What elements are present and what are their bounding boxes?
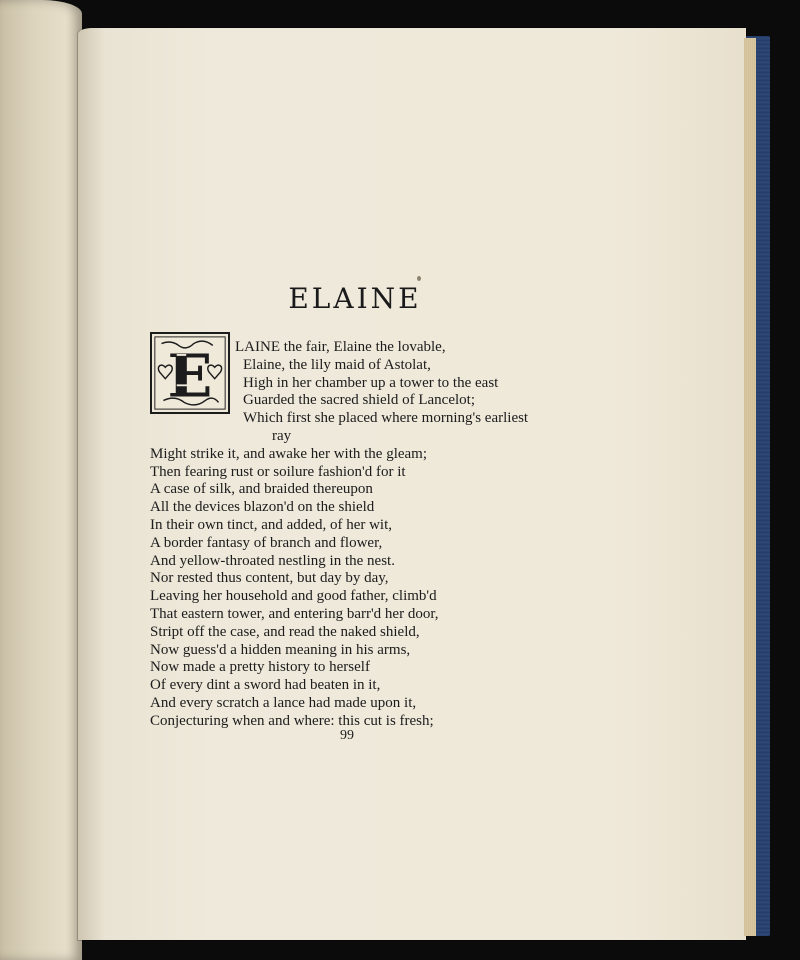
page-edges — [744, 38, 756, 936]
poem-line: LAINE the fair, Elaine the lovable, — [235, 339, 446, 355]
poem-line: Now guess'd a hidden meaning in his arms, — [150, 641, 411, 658]
poem-line: Elaine, the lily maid of Astolat, — [243, 356, 431, 373]
poem-line: Stript off the case, and read the naked shield, — [150, 623, 420, 640]
poem-line: And every scratch a lance had made upon it, — [150, 694, 417, 711]
poem-line: Now made a pretty history to herself — [150, 659, 370, 676]
poem-line: All the devices blazon'd on the shield — [150, 499, 375, 516]
poem-line: That eastern tower, and entering barr'd her door, — [150, 605, 439, 622]
poem-line: Nor rested thus content, but day by day, — [150, 570, 389, 587]
poem-line: And yellow-throated nestling in the nest. — [150, 552, 395, 569]
poem-line: Might strike it, and awake her with the gleam; — [150, 445, 428, 462]
poem-line: In their own tinct, and added, of her wit, — [150, 516, 393, 533]
dropcap-letter: E — [167, 341, 213, 411]
poem-title: ELAINE — [288, 282, 422, 315]
poem-line-turnover: ray — [272, 427, 292, 444]
poem-line: A border fantasy of branch and flower, — [150, 534, 383, 551]
poem-line: Guarded the sacred shield of Lancelot; — [243, 392, 475, 409]
poem-line: Then fearing rust or soilure fashion'd for it — [150, 463, 406, 480]
poem-line: High in her chamber up a tower to the east — [243, 374, 499, 391]
page-number: 99 — [340, 728, 354, 743]
paper-speck — [417, 276, 421, 281]
poem-line: Conjecturing when and where: this cut is fresh; — [150, 712, 434, 729]
poem-text — [150, 339, 610, 731]
poem-line: A case of silk, and braided thereupon — [150, 481, 373, 498]
poem-line: Of every dint a sword had beaten in it, — [150, 677, 381, 694]
poem-line: Leaving her household and good father, climb'd — [150, 588, 437, 605]
left-page — [0, 0, 82, 960]
poem-line: Which first she placed where morning's earliest — [243, 410, 529, 427]
